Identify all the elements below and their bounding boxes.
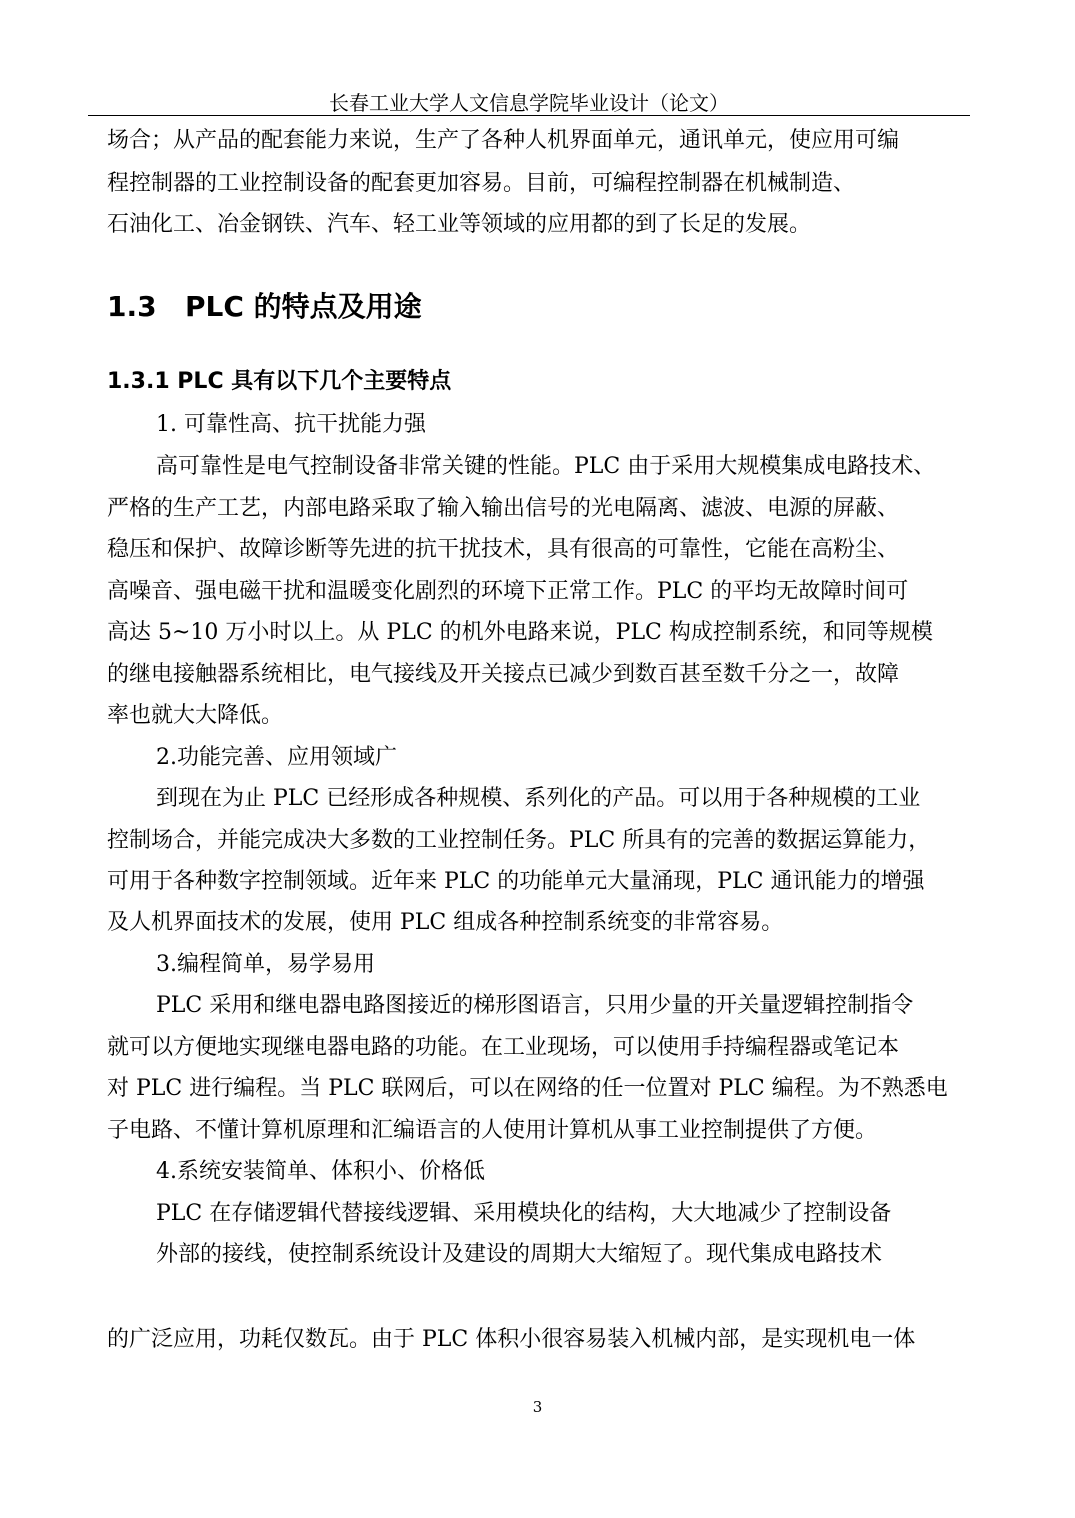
paragraph-line: 就可以方便地实现继电器电路的功能。在工业现场，可以使用手持编程器或笔记本 bbox=[107, 1035, 900, 1060]
paragraph-line: 及人机界面技术的发展，使用 PLC 组成各种控制系统变的非常容易。 bbox=[107, 910, 784, 935]
paragraph-line: 到现在为止 PLC 已经形成各种规模、系列化的产品。可以用于各种规模的工业 bbox=[156, 786, 921, 811]
feature-heading: 4.系统安装简单、体积小、价格低 bbox=[156, 1159, 485, 1184]
paragraph-line: 控制场合，并能完成决大多数的工业控制任务。PLC 所具有的完善的数据运算能力， bbox=[107, 828, 931, 853]
paragraph-line: PLC 在存储逻辑代替接线逻辑、采用模块化的结构，大大地减少了控制设备 bbox=[156, 1201, 892, 1226]
paragraph-line: PLC 采用和继电器电路图接近的梯形图语言，只用少量的开关量逻辑控制指令 bbox=[156, 993, 914, 1018]
section-number: 1.3 bbox=[107, 290, 157, 323]
paragraph-line: 高达 5~10 万小时以上。从 PLC 的机外电路来说，PLC 构成控制系统，和同等规模 bbox=[107, 620, 933, 645]
paragraph-line: 子电路、不懂计算机原理和汇编语言的人使用计算机从事工业控制提供了方便。 bbox=[107, 1118, 878, 1143]
feature-heading: 1. 可靠性高、抗干扰能力强 bbox=[156, 412, 426, 437]
feature-heading: 2.功能完善、应用领域广 bbox=[156, 745, 397, 770]
paragraph-line: 石油化工、冶金钢铁、汽车、轻工业等领域的应用都的到了长足的发展。 bbox=[107, 212, 812, 237]
section-heading bbox=[107, 290, 422, 324]
section-title: PLC 的特点及用途 bbox=[185, 290, 422, 323]
paragraph-line: 的继电接触器系统相比，电气接线及开关接点已减少到数百甚至数千分之一，故障 bbox=[107, 662, 900, 687]
paragraph-line: 可用于各种数字控制领域。近年来 PLC 的功能单元大量涌现，PLC 通讯能力的增强 bbox=[107, 869, 925, 894]
paragraph-line: 稳压和保护、故障诊断等先进的抗干扰技术，具有很高的可靠性，它能在高粉尘、 bbox=[107, 537, 900, 562]
paragraph-line: 对 PLC 进行编程。当 PLC 联网后，可以在网络的任一位置对 PLC 编程。为不熟悉电 bbox=[107, 1076, 948, 1101]
paragraph-line: 程控制器的工业控制设备的配套更加容易。目前，可编程控制器在机械制造、 bbox=[107, 171, 856, 196]
paragraph-line: 外部的接线，使控制系统设计及建设的周期大大缩短了。现代集成电路技术 bbox=[156, 1242, 883, 1267]
header-rule bbox=[88, 115, 970, 116]
paragraph-line: 高噪音、强电磁干扰和温暖变化剧烈的环境下正常工作。PLC 的平均无故障时间可 bbox=[107, 579, 909, 604]
paragraph-line: 率也就大大降低。 bbox=[107, 703, 284, 728]
paragraph-line: 的广泛应用，功耗仅数瓦。由于 PLC 体积小很容易装入机械内部，是实现机电一体 bbox=[107, 1327, 916, 1352]
subsection-heading: 1.3.1 PLC 具有以下几个主要特点 bbox=[107, 369, 452, 394]
feature-heading: 3.编程简单，易学易用 bbox=[156, 952, 375, 977]
page-number: 3 bbox=[532, 1398, 543, 1416]
running-header: 长春工业大学人文信息学院毕业设计（论文） bbox=[329, 91, 729, 115]
paragraph-line: 场合；从产品的配套能力来说，生产了各种人机界面单元，通讯单元，使应用可编 bbox=[107, 128, 900, 153]
paragraph-line: 严格的生产工艺，内部电路采取了输入输出信号的光电隔离、滤波、电源的屏蔽、 bbox=[107, 496, 900, 521]
paragraph-line: 高可靠性是电气控制设备非常关键的性能。PLC 由于采用大规模集成电路技术、 bbox=[156, 454, 936, 479]
